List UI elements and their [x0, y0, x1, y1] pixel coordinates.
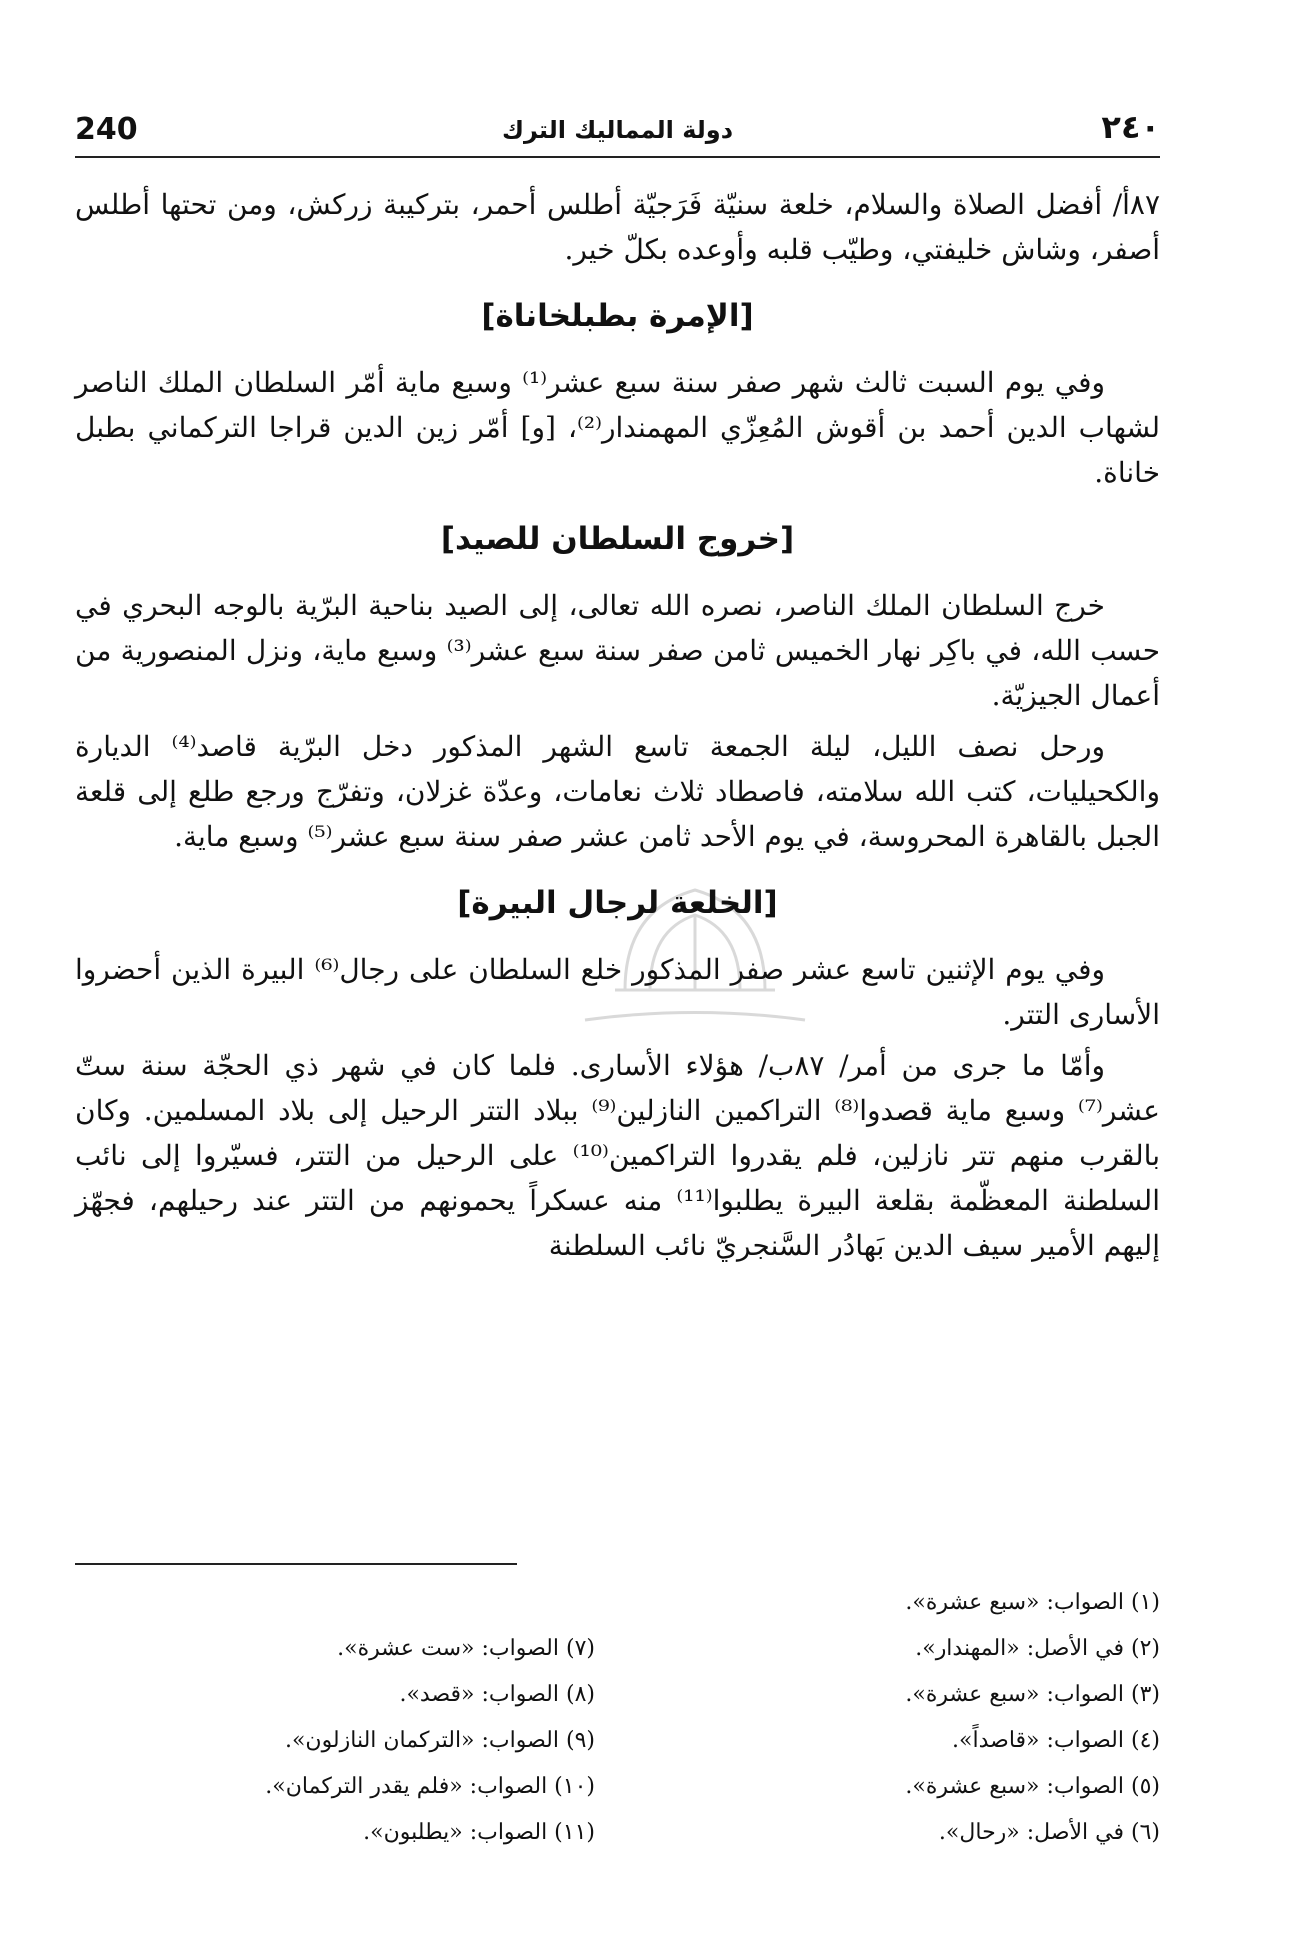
page-number-arabic: ٢٤٠	[1101, 108, 1160, 146]
footnote: (٣) الصواب: «سبع عشرة».	[905, 1682, 1160, 1707]
footnote: (٥) الصواب: «سبع عشرة».	[905, 1774, 1160, 1799]
footnote: (٩) الصواب: «التركمان النازلون».	[284, 1728, 595, 1753]
paragraph: ٨٧أ/ أفضل الصلاة والسلام، خلعة سنيّة فَرَجيّة أطلس أحمر، بتركيبة زركش، ومن تحتها أطلس أصفر، وشاش خليفتي، وطيّب قلبه وأوعده بكلّ خير.	[75, 188, 1160, 266]
footnote: (٨) الصواب: «قصد».	[399, 1682, 595, 1707]
paragraph: وفي يوم السبت ثالث شهر صفر سنة سبع عشر⁽¹⁾ وسبع ماية أمّر السلطان الملك الناصر لشهاب الدين أحمد بن أقوش المُعِزّي المهمندار⁽²⁾، [و] أمّر زين الدين قراجا التركماني بطبل خاناة.	[75, 366, 1160, 489]
main-text	[75, 182, 1160, 1274]
footnote: (١) الصواب: «سبع عشرة».	[905, 1590, 1160, 1615]
footnote: (٦) في الأصل: «رحال».	[938, 1820, 1160, 1845]
section-heading: [الإمرة بطبلخاناة]	[481, 298, 754, 334]
footnotes-right-column	[640, 1580, 1160, 1856]
footnotes-left-column	[75, 1580, 595, 1856]
page-number-latin: 240	[75, 112, 138, 147]
footnote: (٢) في الأصل: «المهندار».	[915, 1636, 1160, 1661]
section-heading: [الخلعة لرجال البيرة]	[457, 885, 778, 921]
footnote: (٤) الصواب: «قاصداً».	[952, 1728, 1160, 1753]
footnote-separator	[75, 1563, 517, 1565]
paragraph: ورحل نصف الليل، ليلة الجمعة تاسع الشهر المذكور دخل البرّية قاصد⁽⁴⁾ الديارة والكحيليات، كتب الله سلامته، فاصطاد ثلاث نعامات، وعدّة غزلان، وتفرّج ورجع طلع إلى قلعة الجبل بالقاهرة المحروسة، في يوم الأحد ثامن عشر صفر سنة سبع عشر⁽⁵⁾ وسبع ماية.	[75, 730, 1160, 853]
running-title: دولة المماليك الترك	[501, 116, 734, 144]
footnote: (١٠) الصواب: «فلم يقدر التركمان».	[265, 1774, 595, 1799]
paragraph: وفي يوم الإثنين تاسع عشر صفر المذكور خلع السلطان على رجال⁽⁶⁾ البيرة الذين أحضروا الأسارى التتر.	[75, 953, 1160, 1031]
section-heading: [خروج السلطان للصيد]	[440, 521, 795, 557]
footnote: (٧) الصواب: «ست عشرة».	[337, 1636, 595, 1661]
paragraph: خرج السلطان الملك الناصر، نصره الله تعالى، إلى الصيد بناحية البرّية بالوجه البحري في حسب الله، في باكِر نهار الخميس ثامن صفر سنة سبع عشر⁽³⁾ وسبع ماية، ونزل المنصورية من أعمال الجيزيّة.	[75, 589, 1161, 712]
footnote: (١١) الصواب: «يطلبون».	[363, 1820, 595, 1845]
paragraph: وأمّا ما جرى من أمر/ ٨٧ب/ هؤلاء الأسارى. فلما كان في شهر ذي الحجّة سنة ستّ عشر⁽⁷⁾ وسبع ماية قصدوا⁽⁸⁾ التراكمين النازلين⁽⁹⁾ ببلاد التتر الرحيل إلى بلاد المسلمين. وكان بالقرب منهم تتر نازلين، فلم يقدروا التراكمين⁽¹⁰⁾ على الرحيل من التتر، فسيّروا إلى نائب السلطنة المعظّمة بقلعة البيرة يطلبوا⁽¹¹⁾ منه عسكراً يحمونهم من التتر عند رحيلهم، فجهّز إليهم الأمير سيف الدين بَهادُر السَّنجريّ نائب السلطنة	[75, 1049, 1160, 1262]
page-header	[75, 108, 1160, 158]
